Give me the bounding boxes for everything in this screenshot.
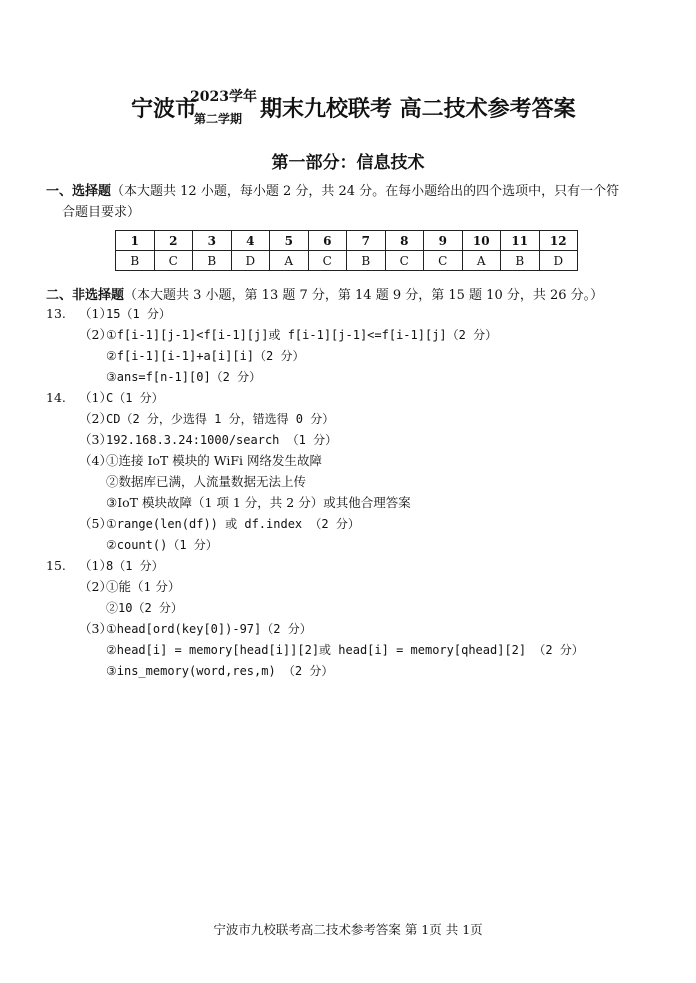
q14-a4-3: ③IoT 模块故障（1 项 1 分，共 2 分）或其他合理答案	[106, 495, 411, 510]
answer-cell: D	[231, 251, 270, 271]
q14-a3-label: （3）	[79, 432, 112, 447]
q15-a2-1: ①能（1 分）	[106, 579, 181, 594]
answer-cell: B	[193, 251, 232, 271]
question-number-cell: 3	[193, 231, 232, 251]
q15-a1: 8（1 分）	[106, 559, 164, 573]
question-number-cell: 11	[501, 231, 540, 251]
q14-a4-2: ②数据库已满，人流量数据无法上传	[106, 474, 307, 489]
q13-a2-3: ③ans=f[n-1][0]（2 分）	[106, 370, 262, 384]
question-number-cell: 5	[270, 231, 309, 251]
q15-a2-label: （2）	[79, 579, 112, 594]
q14-a1: C（1 分）	[106, 391, 164, 405]
answer-cell: B	[347, 251, 386, 271]
q13-a2-2: ②f[i-1][i-1]+a[i][i]（2 分）	[106, 349, 305, 363]
section2-heading: 二、非选择题	[46, 288, 125, 303]
answer-cell: B	[116, 251, 155, 271]
answer-cell: C	[308, 251, 347, 271]
document-title	[0, 82, 696, 124]
question-number-cell: 10	[462, 231, 501, 251]
q15-a3-label: （3）	[79, 621, 112, 636]
q15-a1-label: （1）	[79, 558, 112, 573]
question-number-cell: 4	[231, 231, 270, 251]
answer-cell: C	[424, 251, 463, 271]
q14-number: 14.	[46, 390, 66, 405]
section2-header	[46, 285, 603, 306]
choice-answer-table	[115, 230, 578, 271]
q14-a4-label: （4）	[79, 453, 112, 468]
q13-number: 13.	[46, 306, 66, 321]
question-number-cell: 12	[539, 231, 578, 251]
table-row-answers	[116, 251, 578, 271]
answer-cell: A	[270, 251, 309, 271]
section2-desc: （本大题共 3 小题，第 13 题 7 分，第 14 题 9 分，第 15 题 10 分，共 26 分。）	[124, 288, 604, 303]
title-main: 期末九校联考 高二技术参考答案	[260, 96, 576, 122]
answer-cell: A	[462, 251, 501, 271]
section1-desc: （本大题共 12 小题，每小题 2 分，共 24 分。在每小题给出的四个选项中，只有一个符	[111, 184, 620, 199]
answer-cell: C	[385, 251, 424, 271]
title-semester: 第二学期	[194, 112, 243, 126]
part-title: 第一部分：信息技术	[271, 153, 425, 173]
q14-a2: CD（2 分，少选得 1 分，错选得 0 分）	[106, 412, 335, 426]
question-number-cell: 8	[385, 231, 424, 251]
page-footer: 宁波市九校联考高二技术参考答案 第 1页 共 1页	[213, 922, 483, 937]
q14-a5-2: ②count()（1 分）	[106, 538, 218, 552]
q14-a1-label: （1）	[79, 390, 112, 405]
q15-a3-3: ③ins_memory(word,res,m) （2 分）	[106, 664, 334, 678]
q14-a5-label: （5）	[79, 516, 112, 531]
table-row-numbers	[116, 231, 578, 251]
q14-a5-1: ①range(len(df)) 或 df.index （2 分）	[106, 517, 360, 531]
question-number-cell: 6	[308, 231, 347, 251]
q14-a4-1: ①连接 IoT 模块的 WiFi 网络发生故障	[106, 453, 322, 468]
title-year: 2023学年	[190, 89, 257, 105]
q15-a3-2: ②head[i] = memory[head[i]][2]或 head[i] = memory[qhead][2] （2 分）	[106, 643, 584, 657]
q13-a1-label: （1）	[79, 306, 112, 321]
section1-heading: 一、选择题	[46, 184, 112, 199]
q15-number: 15.	[46, 558, 66, 573]
title-city: 宁波市	[131, 96, 198, 122]
q15-a2-2: ②10（2 分）	[106, 601, 183, 615]
question-number-cell: 2	[154, 231, 193, 251]
q13-a2-1: ①f[i-1][j-1]<f[i-1][j]或 f[i-1][j-1]<=f[i-1][j]（2 分）	[106, 328, 498, 342]
section1-header	[46, 181, 619, 202]
q15-a3-1: ①head[ord(key[0])-97]（2 分）	[106, 622, 312, 636]
section1-desc-line2: 合题目要求）	[62, 205, 141, 220]
q13-a2-label: （2）	[79, 327, 112, 342]
answer-cell: D	[539, 251, 578, 271]
question-number-cell: 9	[424, 231, 463, 251]
question-number-cell: 7	[347, 231, 386, 251]
q14-a2-label: （2）	[79, 411, 112, 426]
q14-a3: 192.168.3.24:1000/search （1 分）	[106, 433, 338, 447]
answer-cell: C	[154, 251, 193, 271]
answer-cell: B	[501, 251, 540, 271]
q13-a1: 15（1 分）	[106, 307, 171, 321]
question-number-cell: 1	[116, 231, 155, 251]
